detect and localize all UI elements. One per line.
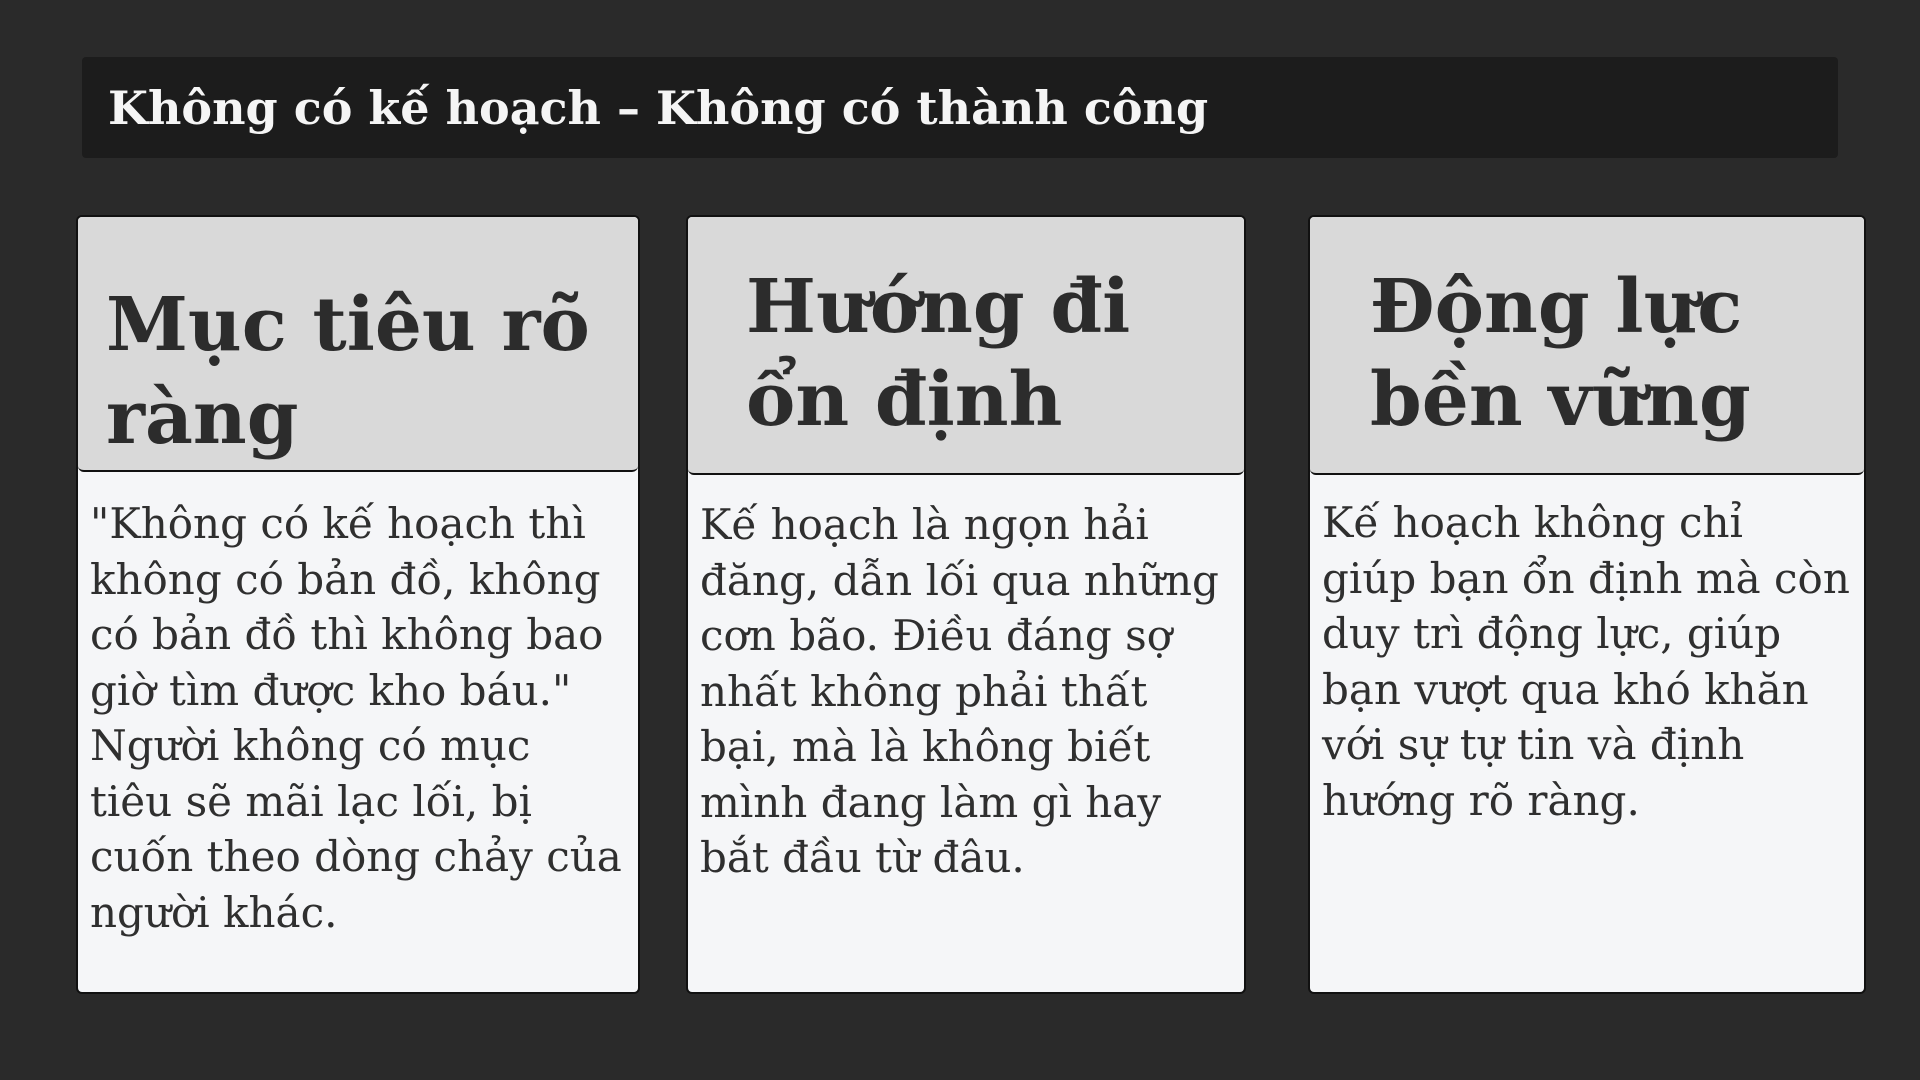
card-header	[688, 217, 1244, 475]
card-body-text: "Không có kế hoạch thì không có bản đồ, không có bản đồ thì không bao giờ tìm được kho báu." Người không có mục tiêu sẽ mãi lạc lối, bị cuốn theo dòng chảy của người khác.	[90, 499, 622, 937]
card-header	[1310, 217, 1864, 475]
title-bar	[82, 57, 1838, 158]
card-stable-direction	[686, 215, 1246, 994]
card-body-text: Kế hoạch không chỉ giúp bạn ổn định mà còn duy trì động lực, giúp bạn vượt qua khó khăn với sự tự tin và định hướng rõ ràng.	[1322, 498, 1850, 825]
slide-title: Không có kế hoạch – Không có thành công	[108, 80, 1209, 135]
card-sustainable-motivation	[1308, 215, 1866, 994]
card-header	[78, 217, 638, 472]
card-heading: Mục tiêu rõ ràng	[106, 282, 590, 461]
card-clear-goals	[76, 215, 640, 994]
card-heading: Động lực bền vững	[1370, 264, 1751, 443]
card-body-text: Kế hoạch là ngọn hải đăng, dẫn lối qua những cơn bão. Điều đáng sợ nhất không phải thất bại, mà là không biết mình đang làm gì hay bắt đầu từ đâu.	[700, 500, 1219, 882]
card-heading: Hướng đi ổn định	[746, 264, 1131, 443]
